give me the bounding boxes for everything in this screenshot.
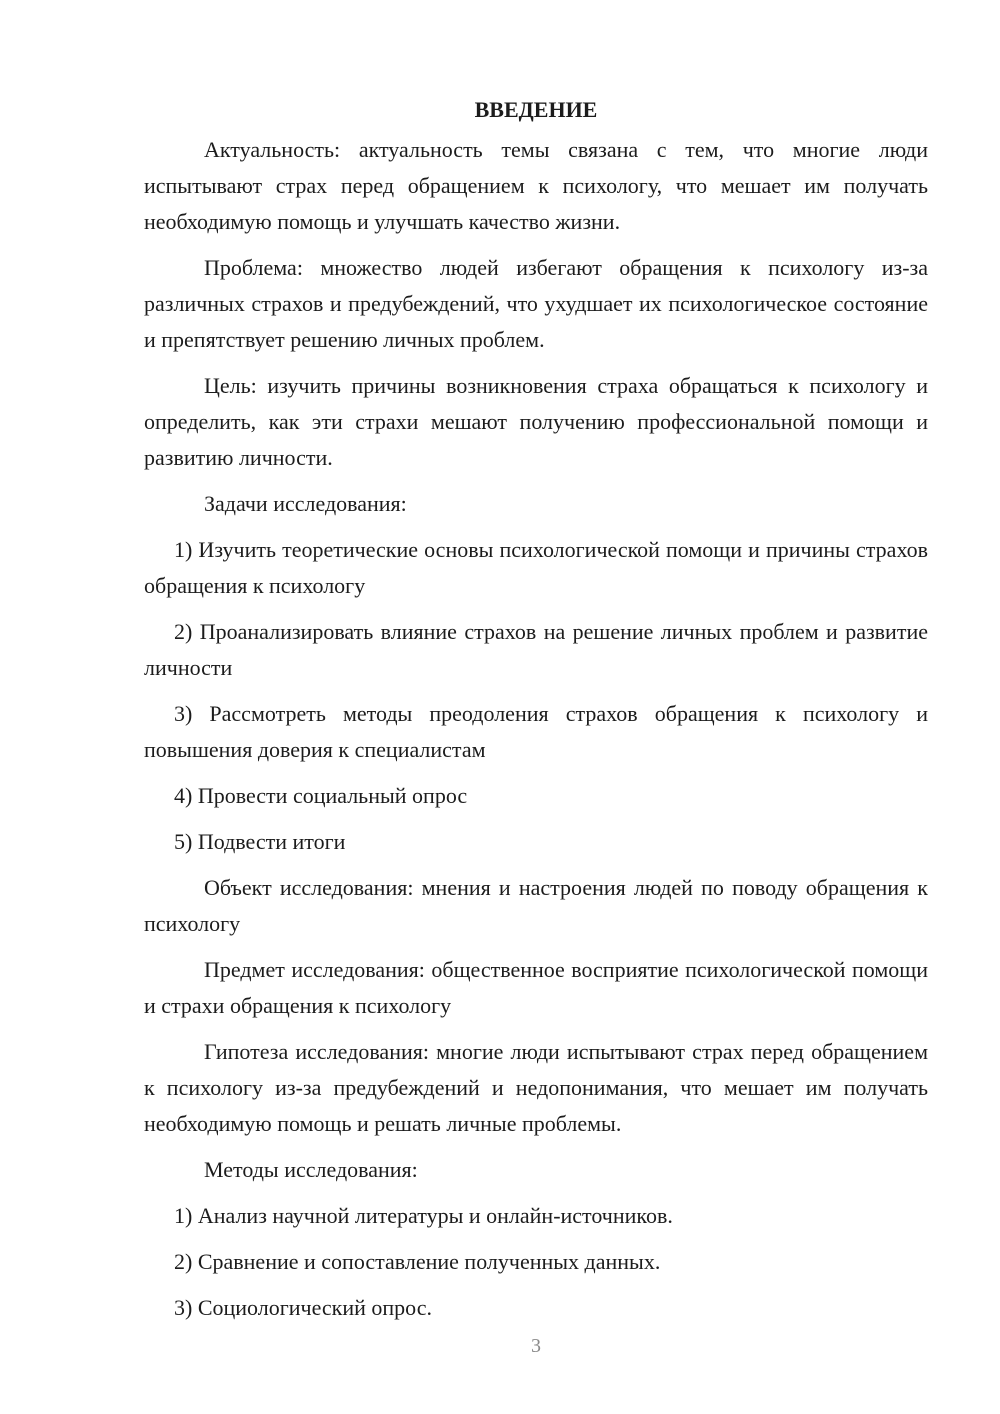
section-heading: ВВЕДЕНИЕ [474, 97, 598, 122]
object-paragraph: Объект исследования: мнения и настроения людей по поводу обращения к психологу [144, 875, 928, 936]
page-content [144, 92, 928, 1336]
subject-paragraph: Предмет исследования: общественное восприятие психологической помощи и страхи обращения к психологу [144, 957, 928, 1018]
tasks-title: Задачи исследования: [204, 491, 407, 516]
task-item-3: 3) Рассмотреть методы преодоления страхов обращения к психологу и повышения доверия к специалистам [144, 701, 928, 762]
task-item-1: 1) Изучить теоретические основы психологической помощи и причины страхов обращения к психологу [144, 537, 928, 598]
task-item-5: 5) Подвести итоги [174, 829, 346, 854]
task-item-4: 4) Провести социальный опрос [174, 783, 468, 808]
task-item-2: 2) Проанализировать влияние страхов на решение личных проблем и развитие личности [144, 619, 928, 680]
page-number: 3 [531, 1335, 541, 1357]
method-item-3: 3) Социологический опрос. [174, 1295, 432, 1320]
method-item-1: 1) Анализ научной литературы и онлайн-источников. [174, 1203, 673, 1228]
relevance-paragraph: Актуальность: актуальность темы связана с тем, что многие люди испытывают страх перед обращением к психологу, что мешает им получать необходимую помощь и улучшать качество жизни. [144, 137, 928, 234]
hypothesis-paragraph: Гипотеза исследования: многие люди испытывают страх перед обращением к психологу из-за предубеждений и недопонимания, что мешает им получать необходимую помощь и решать личные проблемы. [144, 1039, 928, 1136]
goal-paragraph: Цель: изучить причины возникновения страха обращаться к психологу и определить, как эти страхи мешают получению профессиональной помощи и развитию личности. [144, 373, 928, 470]
methods-title: Методы исследования: [204, 1157, 418, 1182]
problem-paragraph: Проблема: множество людей избегают обращения к психологу из-за различных страхов и предубеждений, что ухудшает их психологическое состояние и препятствует решению личных проблем. [144, 255, 928, 352]
method-item-2: 2) Сравнение и сопоставление полученных данных. [174, 1249, 661, 1274]
